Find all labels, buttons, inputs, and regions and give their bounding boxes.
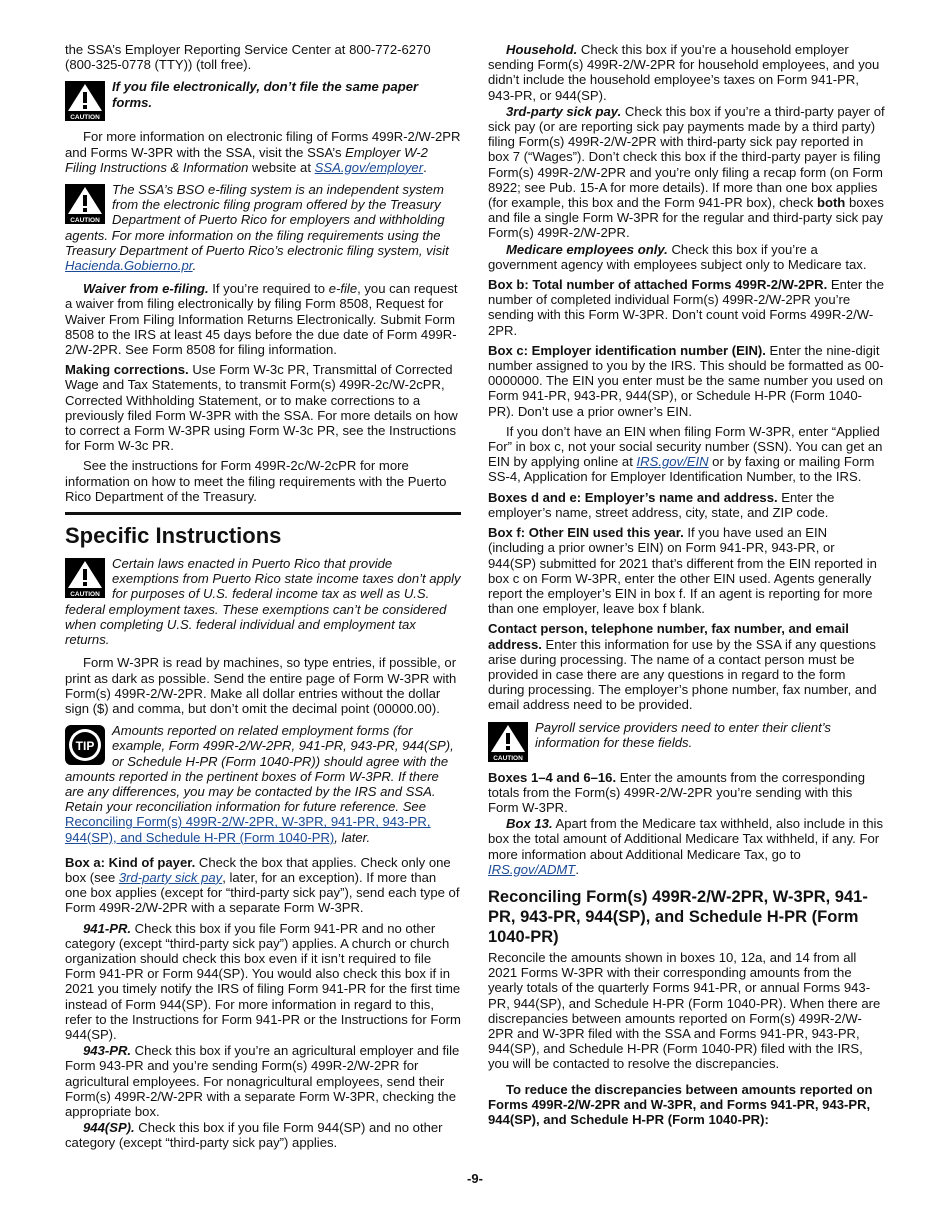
machine-read-paragraph: Form W-3PR is read by machines, so type entries, if possible, or print as dark as possible. Send the entire page of Form W-3PR with Form(s) 499R-2/W-2PR. Make all dollar entries without the dollar sign ($) and comma, but don’t omit the decimal point (00000.00). — [65, 655, 457, 716]
941-pr-paragraph: 941-PR. Check this box if you file Form 941-PR and no other category (except “third-party sick pay”) applies. A church or church organization should check this box even if it isn’t required to file Form 941-PR or Form 944(SP). You would also check this box if in 2021 you timely notify the IRS of filing Form 941-PR for the first time instead of Form 944(SP). For more information in regard to this, refer to the Instructions for Form 941-PR or the Instructions for Form 944(SP). — [65, 920, 461, 1042]
caution-icon — [65, 81, 105, 121]
right-column — [488, 42, 885, 1132]
sick-pay-link[interactable]: 3rd-party sick pay — [118, 869, 223, 885]
reconciling-link[interactable]: Reconciling Form(s) 499R-2/W-2PR, W-3PR, 941-PR, 943-PR, 944(SP), and Schedule H-PR (Form 1040-PR) — [65, 814, 431, 845]
box-f-paragraph: Box f: Other EIN used this year. If you have used an EIN (including a prior owner’s EIN) on Form 941-PR, 943-PR, or 944(SP) submitted for 2021 that’s different from the EIN reported in box c on Form W-3PR, enter the other EIN used. Agents generally report the employer’s EIN in box f. If an agent is reporting for more than one employer, leave box f blank. — [488, 525, 877, 617]
caution-label: CAUTION — [493, 754, 523, 762]
sick-pay-paragraph: 3rd-party sick pay. Check this box if you’re a third-party payer of sick pay (or are reporting sick pay payments made by a third party) filing Form(s) 499R-2/W-2PR with third-party sick pay reported in box 7 (“Wages”). Don’t check this box if the third-party payer is filing Form(s) 499R-2/W-2PR and you’re only filing a recap form (on Form 8922; see Pub. 15-A for more details). If more than one box applies (for example, this box and the Form 941-PR box), check both boxes and file a single Form W-3PR for the regular and third-party sick pay Form(s) 499R-2/W-2PR. — [488, 103, 885, 241]
caution-icon — [65, 558, 105, 598]
irs-ein-link[interactable]: IRS.gov/EIN — [636, 454, 709, 470]
page-number: -9- — [467, 1171, 483, 1186]
section-divider — [65, 512, 461, 515]
reconciling-heading: Reconciling Form(s) 499R-2/W-2PR, W-3PR, 941-PR, 943-PR, 944(SP), and Schedule H-PR (Form 1040-PR) — [488, 887, 868, 946]
caution-note-bso — [65, 182, 461, 273]
section-title: Specific Instructions — [65, 523, 282, 549]
box-13-paragraph: Box 13. Apart from the Medicare tax withheld, also include in this box the total amount of Additional Medicare Tax withheld, if any. For more information about Additional Medicare Tax, go to IRS.gov/ADMT. — [488, 816, 883, 877]
box-b-paragraph: Box b: Total number of attached Forms 499R-2/W-2PR. Enter the number of completed individual Form(s) 499R-2/W-2PR you’re sending with this Form W-3PR. Don’t count void Forms 499R-2/W-2PR. — [488, 277, 885, 338]
caution-note-efile — [65, 79, 461, 121]
contact-paragraph: Contact person, telephone number, fax number, and email address. Enter this information for use by the SSA if any questions arise during processing. The name of a contact person must be provided in case there are any questions in regard to the form during processing. The employer’s phone number, fax number, and email address need to be provided. — [488, 621, 877, 713]
caution-note-payroll — [488, 720, 885, 762]
left-column — [65, 42, 461, 1156]
caution-text: If you file electronically, don’t file the same paper forms. — [112, 79, 419, 110]
boxes-d-e-paragraph: Boxes d and e: Employer’s name and address. Enter the employer’s name, street address, city, state, and ZIP code. — [488, 489, 835, 520]
box-a-paragraph: Box a: Kind of payer. Check the box that applies. Check only one box (see 3rd-party sick pay, later, for an exception). If more than one box applies (except for “third-party sick pay”), send each type of Form 499R-2/W-2PR with a separate Form W-3PR. — [65, 854, 460, 916]
irs-admt-link[interactable]: IRS.gov/ADMT — [488, 861, 576, 877]
ein-paragraph: If you don’t have an EIN when filing Form W-3PR, enter “Applied For” in box c, not your social security number (SSN). You can get an EIN by applying online at IRS.gov/EIN or by faxing or mailing Form SS-4, Application for Employer Identification Number, to the IRS. — [488, 423, 883, 485]
caution-icon — [65, 184, 105, 224]
box-c-paragraph: Box c: Employer identification number (EIN). Enter the nine-digit number assigned to you by the IRS. This should be formatted as 00-0000000. The EIN you enter must be the same number you used on Form 941-PR, 943-PR, 944(SP), or Schedule H-PR (Form 1040-PR). Don’t use a prior owner’s EIN. — [488, 342, 884, 419]
caution-note-laws — [65, 556, 461, 647]
944-sp-paragraph: 944(SP). Check this box if you file Form 944(SP) and no other category (except “third-party sick pay”) applies. — [65, 1120, 443, 1151]
intro-paragraph: the SSA’s Employer Reporting Service Center at 800-772-6270 (800-325-0778 (TTY)) (toll free). — [65, 42, 431, 73]
tip-label: TIP — [75, 739, 95, 754]
943-pr-paragraph: 943-PR. Check this box if you’re an agricultural employer and file Form 943-PR and you’re sending Form(s) 499R-2/W-2PR for agricultural employees. For nonagricultural employees, send their Form(s) 499R-2/W-2PR with a separate Form W-3PR, checking the appropriate box. — [65, 1043, 460, 1119]
corrections-paragraph: Making corrections. Use Form W-3c PR, Transmittal of Corrected Wage and Tax Statements, to transmit Form(s) 499R-2c/W-2cPR, Corrected Withholding Statement, or to make corrections to a previously filed Form W-3PR with the SSA. For more details on how to correct a Form W-3PR using Form W-3c PR, see the Instructions for Form W-3c PR. — [65, 362, 458, 454]
tip-text: Amounts reported on related employment forms (for example, Form 499R-2/W-2PR, 941-PR, 943-PR, 944(SP), or Schedule H-PR (Form 1040-PR)) should agree with the amounts reported in the pertinent boxes of Form W-3PR. If there are any differences, you may be contacted by the IRS and SSA. Retain your reconciliation information for future reference. See Reconciling Form(s) 499R-2/W-2PR, W-3PR, 941-PR, 943-PR, 944(SP), and Schedule H-PR (Form 1040-PR), later. — [65, 723, 454, 845]
caution-text: Certain laws enacted in Puerto Rico that provide exemptions from Puerto Rico state income taxes don’t apply for purposes of U.S. federal income tax as well as U.S. federal employment taxes. These exemptions can’t be considered when completing U.S. federal individual and employment tax returns. — [65, 556, 461, 648]
ssa-employer-link[interactable]: SSA.gov/employer — [314, 159, 424, 175]
caution-label: CAUTION — [70, 114, 100, 122]
waiver-paragraph: Waiver from e-filing. If you’re required to e-file, you can request a waiver from filing electronically by filing Form 8508, Request for Waiver From Filing Information Returns Electronically. Submit Form 8508 to the IRS at least 45 days before the due date of Form 499R-2/W-2PR. See Form 8508 for filing information. — [65, 281, 458, 358]
caution-label: CAUTION — [70, 591, 100, 599]
household-paragraph: Household. Check this box if you’re a household employer sending Form(s) 499R-2/W-2PR for household employees, and you didn’t include the household employee’s taxes on Form 941-PR, 943-PR, or 944(SP). — [488, 42, 880, 103]
boxes-1-16-paragraph: Boxes 1–4 and 6–16. Enter the amounts from the corresponding totals from the Form(s) 499R-2/W-2PR you’re sending with this Form W-3PR. — [488, 769, 866, 815]
reduce-discrepancies-paragraph: To reduce the discrepancies between amounts reported on Forms 499R-2/W-2PR and W-3PR, and Forms 941-PR, 943-PR, 944(SP), and Schedule H-PR (Form 1040-PR): — [488, 1081, 873, 1127]
caution-icon — [488, 722, 528, 762]
tip-note — [65, 723, 461, 845]
hacienda-link[interactable]: Hacienda.Gobierno.pr — [65, 258, 193, 274]
caution-text: The SSA’s BSO e-filing system is an independent system from the electronic filing program offered by the Treasury Department of Puerto Rico for employers and withholding agents. For more information on the filing requirements using the Treasury Department of Puerto Rico’s electronic filing system, visit Hacienda.Gobierno.pr. — [65, 182, 449, 274]
caution-label: CAUTION — [70, 217, 100, 225]
see-instructions-paragraph: See the instructions for Form 499R-2c/W-2cPR for more information on how to meet the filing requirements with the Puerto Rico Department of the Treasury. — [65, 458, 447, 504]
reconcile-paragraph: Reconcile the amounts shown in boxes 10, 12a, and 14 from all 2021 Forms W-3PR with their corresponding amounts from the yearly totals of the quarterly Forms 941-PR, or annual Forms 943-PR, 944(SP), and Schedule H-PR (Form 1040-PR). When there are discrepancies between amounts reported on Form(s) 499R-2/W-2PR and W-3PR filed with the SSA and Forms 941-PR, 943-PR, 944(SP), and Schedule H-PR (Form 1040-PR) filed with the IRS, you will be contacted to resolve the discrepancies. — [488, 949, 881, 1072]
more-info-paragraph: For more information on electronic filing of Forms 499R-2/W-2PR and Forms W-3PR with the SSA, visit the SSA’s Employer W-2 Filing Instructions & Information website at SSA.gov/employer. — [65, 129, 461, 175]
caution-text: Payroll service providers need to enter their client’s information for these fields. — [535, 719, 831, 750]
tip-icon — [65, 725, 105, 765]
medicare-paragraph: Medicare employees only. Check this box if you’re a government agency with employees subject only to Medicare tax. — [488, 241, 867, 272]
